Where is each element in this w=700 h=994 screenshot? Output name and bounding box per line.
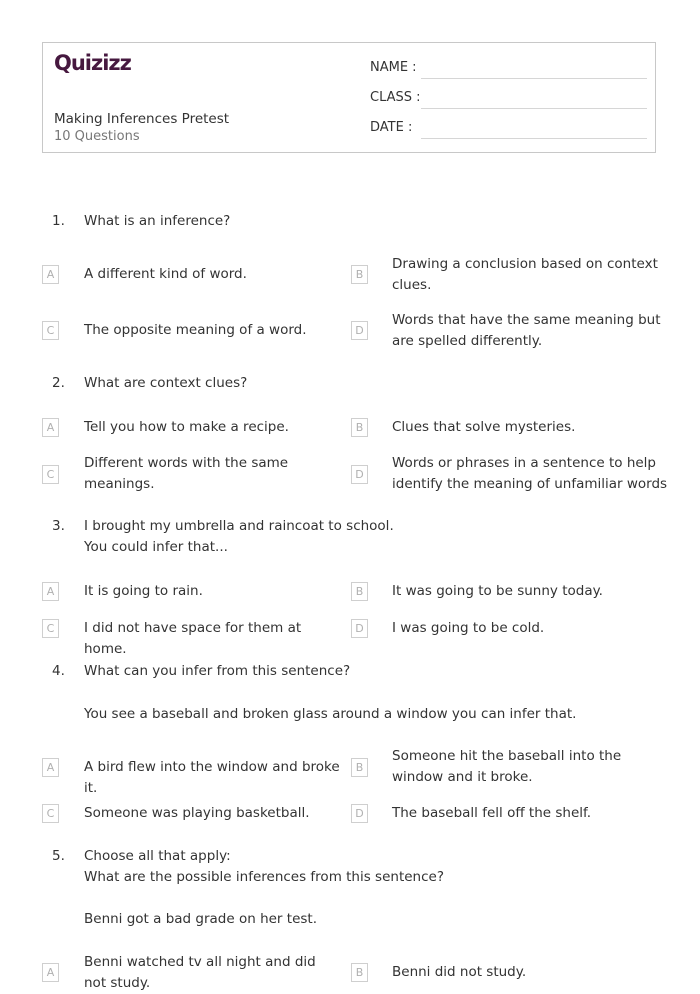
option-letter-c: C (42, 804, 59, 823)
question-number: 4. (52, 663, 65, 679)
option-letter-a: A (42, 582, 59, 601)
class-line (421, 108, 647, 109)
option-a-text: A different kind of word. (84, 266, 247, 282)
option-b-text: Clues that solve mysteries. (392, 419, 576, 435)
quiz-title: Making Inferences Pretest (54, 111, 230, 127)
option-d-text: Words or phrases in a sentence to help identify the meaning of unfamiliar words (392, 455, 668, 492)
option-letter-d: D (351, 804, 368, 823)
option-letter-b: B (351, 582, 368, 601)
option-b-text: Drawing a conclusion based on context clues. (392, 256, 658, 293)
option-a-text: A bird flew into the window and broke it. (84, 759, 340, 796)
question-count: 10 Questions (54, 129, 140, 144)
option-letter-c: C (42, 465, 59, 484)
option-letter-d: D (351, 321, 368, 340)
question-text-line-1: Choose all that apply: (84, 848, 231, 864)
question-text-line-1: I brought my umbrella and raincoat to school. (84, 518, 394, 534)
question-text: What can you infer from this sentence? (84, 663, 351, 679)
option-letter-c: C (42, 619, 59, 638)
option-letter-d: D (351, 465, 368, 484)
option-letter-b: B (351, 758, 368, 777)
question-number: 1. (52, 213, 65, 229)
option-c-text: I did not have space for them at home. (84, 620, 302, 657)
question-number: 3. (52, 518, 65, 534)
option-d-text: I was going to be cold. (392, 620, 545, 636)
option-letter-a: A (42, 963, 59, 982)
worksheet-header (42, 42, 656, 153)
quizizz-logo: Quizizz (54, 51, 131, 75)
option-a-text: Tell you how to make a recipe. (84, 419, 289, 435)
question-number: 5. (52, 848, 65, 864)
option-letter-b: B (351, 418, 368, 437)
option-b-text: It was going to be sunny today. (392, 583, 603, 599)
question-text: What is an inference? (84, 213, 231, 229)
name-line (421, 78, 647, 79)
question-passage: Benni got a bad grade on her test. (84, 911, 317, 927)
option-letter-a: A (42, 265, 59, 284)
option-c-text: Different words with the same meanings. (84, 455, 289, 492)
date-line (421, 138, 647, 139)
option-letter-b: B (351, 963, 368, 982)
option-d-text: Words that have the same meaning but are spelled differently. (392, 312, 661, 349)
class-label: CLASS : (370, 90, 421, 105)
option-letter-a: A (42, 418, 59, 437)
option-c-text: The opposite meaning of a word. (84, 322, 307, 338)
option-a-text: Benni watched tv all night and did not study. (84, 954, 316, 991)
option-c-text: Someone was playing basketball. (84, 805, 310, 821)
option-b-text: Benni did not study. (392, 964, 527, 980)
date-label: DATE : (370, 120, 413, 135)
option-b-text: Someone hit the baseball into the window and it broke. (392, 748, 622, 785)
question-text: What are context clues? (84, 375, 248, 391)
option-letter-a: A (42, 758, 59, 777)
option-letter-d: D (351, 619, 368, 638)
option-a-text: It is going to rain. (84, 583, 203, 599)
question-number: 2. (52, 375, 65, 391)
question-text-line-2: What are the possible inferences from this sentence? (84, 869, 445, 885)
option-d-text: The baseball fell off the shelf. (392, 805, 592, 821)
question-passage: You see a baseball and broken glass around a window you can infer that. (84, 706, 577, 722)
option-letter-c: C (42, 321, 59, 340)
option-letter-b: B (351, 265, 368, 284)
name-label: NAME : (370, 60, 417, 75)
question-text-line-2: You could infer that... (84, 539, 228, 555)
